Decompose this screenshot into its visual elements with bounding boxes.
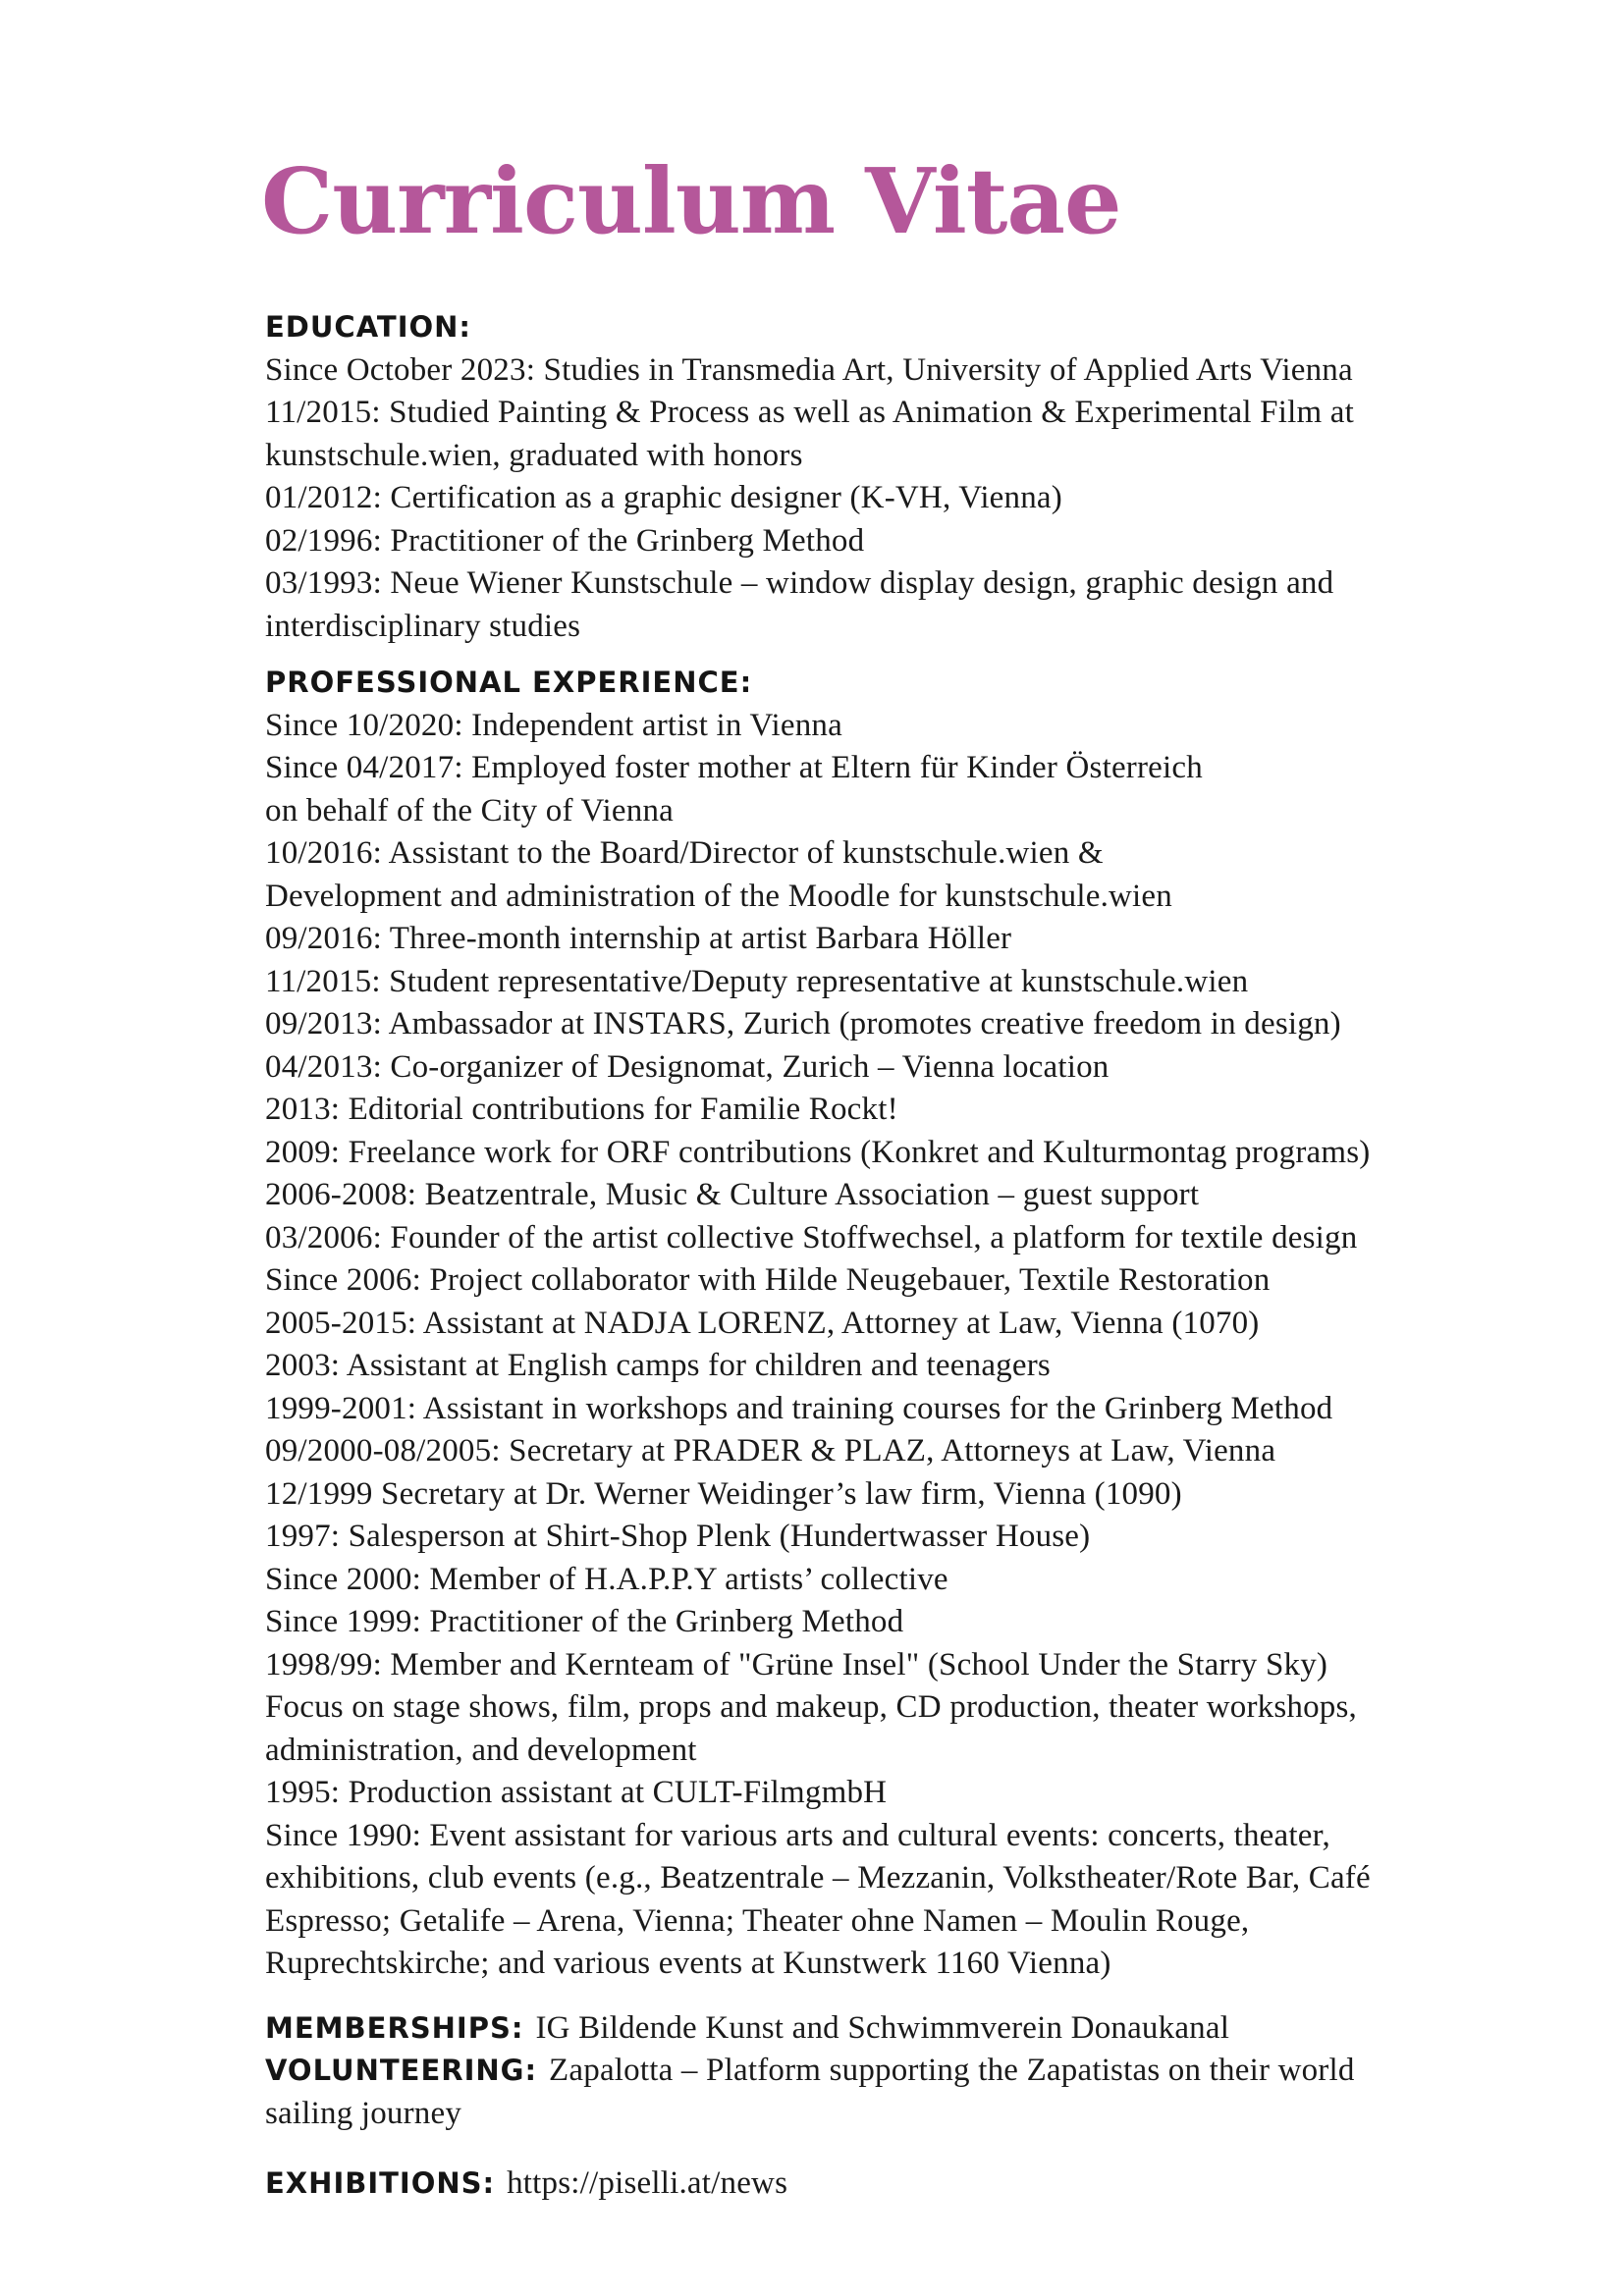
experience-line: Since 2000: Member of H.A.P.P.Y artists’ collective bbox=[265, 1561, 948, 1597]
education-line: 02/1996: Practitioner of the Grinberg Method bbox=[265, 522, 865, 559]
memberships-text: IG Bildende Kunst and Schwimmverein Donaukanal bbox=[535, 2009, 1230, 2046]
experience-line: administration, and development bbox=[265, 1732, 697, 1768]
experience-line: 2009: Freelance work for ORF contributions (Konkret and Kulturmontag programs) bbox=[265, 1134, 1371, 1170]
experience-line: 09/2013: Ambassador at INSTARS, Zurich (promotes creative freedom in design) bbox=[265, 1006, 1341, 1041]
education-line: kunstschule.wien, graduated with honors bbox=[265, 437, 803, 473]
exhibitions-row bbox=[265, 2163, 1502, 2206]
volunteering-text-cont: sailing journey bbox=[265, 2095, 462, 2131]
experience-line: 03/2006: Founder of the artist collective Stoffwechsel, a platform for textile design bbox=[265, 1219, 1358, 1255]
experience-line: Since 04/2017: Employed foster mother at Eltern für Kinder Österreich bbox=[265, 750, 1203, 785]
experience-line: on behalf of the City of Vienna bbox=[265, 792, 675, 828]
experience-line: 2003: Assistant at English camps for children and teenagers bbox=[265, 1348, 1051, 1383]
exhibitions-heading: EXHIBITIONS: bbox=[265, 2166, 496, 2200]
experience-heading: PROFESSIONAL EXPERIENCE: bbox=[265, 666, 753, 699]
experience-line: 1997: Salesperson at Shirt-Shop Plenk (Hundertwasser House) bbox=[265, 1519, 1091, 1554]
experience-line: Espresso; Getalife – Arena, Vienna; Theater ohne Namen – Moulin Rouge, bbox=[265, 1902, 1250, 1939]
experience-line: 1998/99: Member and Kernteam of "Grüne Insel" (School Under the Starry Sky) bbox=[265, 1646, 1328, 1682]
experience-list bbox=[265, 705, 1502, 1986]
education-line: interdisciplinary studies bbox=[265, 608, 581, 644]
volunteering-row bbox=[265, 2050, 1502, 2093]
page-title: Curriculum Vitae bbox=[261, 148, 1121, 254]
volunteering-text: Zapalotta – Platform supporting the Zapatistas on their world bbox=[549, 2053, 1355, 2088]
memberships-heading: MEMBERSHIPS: bbox=[265, 2010, 524, 2045]
cv-content bbox=[265, 306, 1502, 2206]
education-line: Since October 2023: Studies in Transmedia Art, University of Applied Arts Vienna bbox=[265, 351, 1353, 388]
experience-line: 09/2000-08/2005: Secretary at PRADER & PLAZ, Attorneys at Law, Vienna bbox=[265, 1433, 1276, 1468]
experience-line: 12/1999 Secretary at Dr. Werner Weidinger’s law firm, Vienna (1090) bbox=[265, 1475, 1182, 1512]
education-list bbox=[265, 349, 1502, 649]
experience-line: 09/2016: Three-month internship at artist Barbara Höller bbox=[265, 921, 1012, 956]
experience-line: 1995: Production assistant at CULT-FilmgmbH bbox=[265, 1775, 888, 1810]
experience-line: 1999-2001: Assistant in workshops and training courses for the Grinberg Method bbox=[265, 1390, 1333, 1426]
experience-line: 2005-2015: Assistant at NADJA LORENZ, Attorney at Law, Vienna (1070) bbox=[265, 1305, 1260, 1341]
experience-line: 10/2016: Assistant to the Board/Director of kunstschule.wien & bbox=[265, 835, 1104, 871]
experience-line: Since 2006: Project collaborator with Hilde Neugebauer, Textile Restoration bbox=[265, 1262, 1271, 1298]
education-line: 03/1993: Neue Wiener Kunstschule – window display design, graphic design and bbox=[265, 565, 1334, 601]
experience-line: 04/2013: Co-organizer of Designomat, Zurich – Vienna location bbox=[265, 1048, 1110, 1085]
volunteering-heading: VOLUNTEERING: bbox=[265, 2054, 538, 2087]
experience-line: 11/2015: Student representative/Deputy representative at kunstschule.wien bbox=[265, 963, 1249, 999]
experience-line: Since 1999: Practitioner of the Grinberg Method bbox=[265, 1604, 904, 1639]
exhibitions-link[interactable]: https://piselli.at/news bbox=[507, 2165, 788, 2201]
experience-line: 2013: Editorial contributions for Familie Rockt! bbox=[265, 1092, 898, 1127]
experience-line: exhibitions, club events (e.g., Beatzentrale – Mezzanin, Volkstheater/Rote Bar, Café bbox=[265, 1860, 1371, 1896]
experience-line: 2006-2008: Beatzentrale, Music & Culture Association – guest support bbox=[265, 1177, 1200, 1212]
memberships-row bbox=[265, 2007, 1502, 2051]
experience-line: Focus on stage shows, film, props and makeup, CD production, theater workshops, bbox=[265, 1689, 1357, 1725]
education-line: 01/2012: Certification as a graphic designer (K-VH, Vienna) bbox=[265, 480, 1062, 515]
experience-line: Since 1990: Event assistant for various arts and cultural events: concerts, theater, bbox=[265, 1817, 1330, 1853]
experience-line: Since 10/2020: Independent artist in Vienna bbox=[265, 707, 842, 743]
education-line: 11/2015: Studied Painting & Process as well as Animation & Experimental Film at bbox=[265, 395, 1354, 430]
education-heading: EDUCATION: bbox=[265, 310, 471, 344]
experience-line: Development and administration of the Moodle for kunstschule.wien bbox=[265, 878, 1172, 914]
experience-line: Ruprechtskirche; and various events at Kunstwerk 1160 Vienna) bbox=[265, 1946, 1111, 1981]
